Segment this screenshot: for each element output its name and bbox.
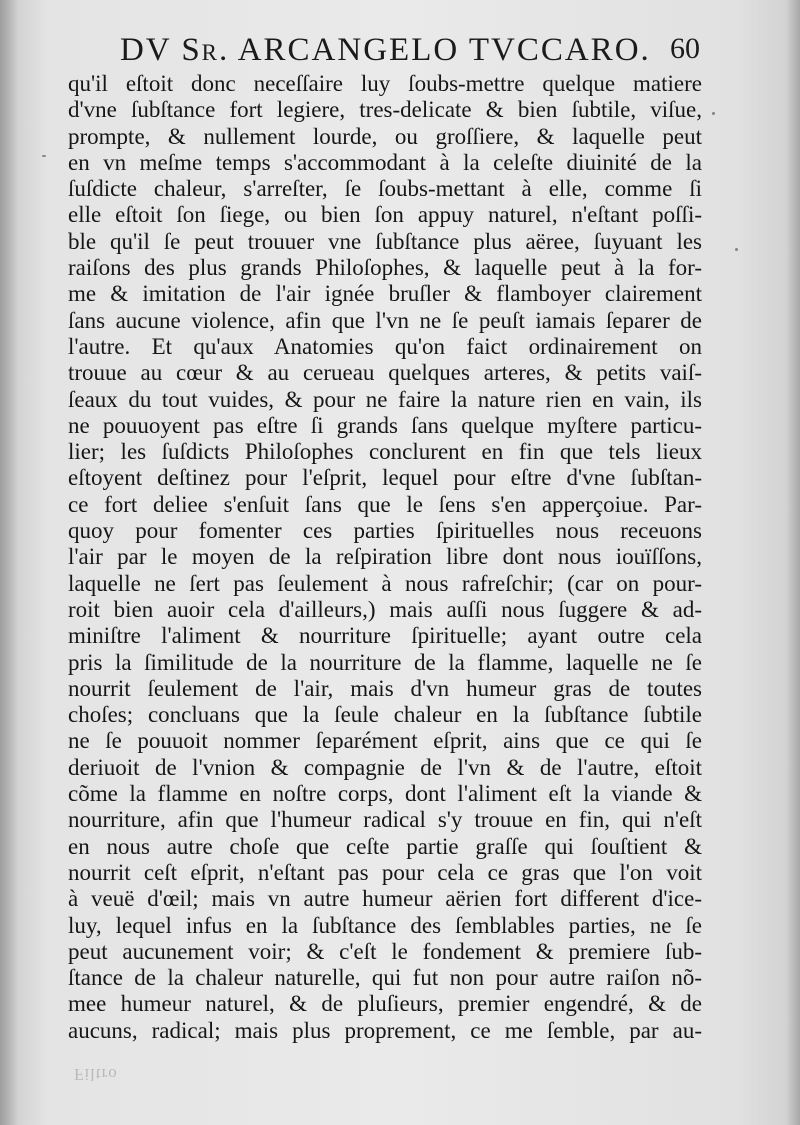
text-line: ne pouuoyent pas eſtre ſi grands ſans quelque myſtere particu- — [68, 412, 702, 438]
text-line: en vn meſme temps s'accommodant à la celeſte diuinité de la — [68, 149, 702, 175]
text-line: deriuoit de l'vnion & compagnie de l'vn & de l'autre, eſtoit — [68, 754, 702, 780]
text-line: cõme la flamme en noſtre corps, dont l'aliment eſt la viande & — [68, 781, 702, 807]
text-line: luy, lequel infus en la ſubſtance des ſemblables parties, ne ſe — [68, 912, 702, 938]
text-line: l'air par le moyen de la reſpiration libre dont nous iouïſſons, — [68, 544, 702, 570]
text-line: eſtoyent deſtinez pour l'eſprit, lequel pour eſtre d'vne ſubſtan- — [68, 465, 702, 491]
text-line: qu'il eſtoit donc neceſſaire luy ſoubs-mettre quelque matiere — [68, 71, 702, 96]
text-line: pris la ſimilitude de la nourriture de la flamme, laquelle ne ſe — [68, 649, 702, 675]
text-line: ſuſdicte chaleur, s'arreſter, ſe ſoubs-mettant à elle, comme ſi — [68, 176, 702, 202]
text-line: ce fort deliee s'enſuit ſans que le ſens s'en apperçoiue. Par- — [68, 491, 702, 517]
text-line: ne ſe pouuoit nommer ſeparément eſprit, ains que ce qui ſe — [68, 728, 702, 754]
page-number: 60 — [670, 32, 700, 65]
text-line: ſans aucune violence, afin que l'vn ne ſe peuſt iamais ſeparer de — [68, 307, 702, 333]
text-line: nourriture, afin que l'humeur radical s'y trouue en fin, qui n'eſt — [68, 807, 702, 833]
bleed-through-text: Filtro — [74, 1065, 118, 1084]
page-gutter-shadow — [0, 0, 18, 1125]
text-line: trouue au cœur & au cerueau quelques arteres, & petits vaiſ- — [68, 360, 702, 386]
text-line: ſeaux du tout vuides, & pour ne faire la nature rien en vain, ils — [68, 386, 702, 412]
text-line: d'vne ſubſtance fort legiere, tres-delicate & bien ſubtile, viſue, — [68, 97, 702, 123]
text-line: miniſtre l'aliment & nourriture ſpirituelle; ayant outre cela — [68, 623, 702, 649]
text-line: choſes; concluans que la ſeule chaleur en la ſubſtance ſubtile — [68, 702, 702, 728]
text-line: prompte, & nullement lourde, ou groſſiere, & laquelle peut — [68, 123, 702, 149]
running-head: DV Sr. ARCANGELO TVCCARO. — [120, 32, 651, 68]
text-line: ble qu'il ſe peut trouuer vne ſubſtance plus aëree, ſuyuant les — [68, 228, 702, 254]
page-edge-shadow — [786, 0, 800, 1125]
text-line: elle eſtoit ſon ſiege, ou bien ſon appuy naturel, n'eſtant poſſi- — [68, 202, 702, 228]
text-line: mee humeur naturel, & de pluſieurs, premier engendré, & de — [68, 991, 702, 1017]
text-line: raiſons des plus grands Philoſophes, & laquelle peut à la for- — [68, 255, 702, 281]
text-line: roit bien auoir cela d'ailleurs,) mais auſſi nous ſuggere & ad- — [68, 596, 702, 622]
ink-speck — [42, 155, 46, 157]
text-line: lier; les ſuſdicts Philoſophes conclurent en fin que tels lieux — [68, 439, 702, 465]
text-line: me & imitation de l'air ignée bruſler & flamboyer clairement — [68, 281, 702, 307]
text-line: à veuë d'œil; mais vn autre humeur aërien fort different d'ice- — [68, 886, 702, 912]
text-line: quoy pour fomenter ces parties ſpirituelles nous receuons — [68, 518, 702, 544]
body-text — [68, 71, 702, 1044]
text-line: en nous autre choſe que ceſte partie graſſe qui ſouſtient & — [68, 833, 702, 859]
text-line: nourrit ceſt eſprit, n'eſtant pas pour cela ce gras que l'on voit — [68, 859, 702, 885]
ink-speck — [712, 112, 715, 115]
text-line: nourrit ſeulement de l'air, mais d'vn humeur gras de toutes — [68, 675, 702, 701]
text-line: aucuns, radical; mais plus proprement, ce me ſemble, par au- — [68, 1017, 702, 1043]
text-line: ſtance de la chaleur naturelle, qui fut non pour autre raiſon nõ- — [68, 965, 702, 991]
text-line: laquelle ne ſert pas ſeulement à nous rafreſchir; (car on pour- — [68, 570, 702, 596]
text-line: peut aucunement voir; & c'eſt le fondement & premiere ſub- — [68, 938, 702, 964]
ink-speck — [735, 248, 738, 251]
text-line: l'autre. Et qu'aux Anatomies qu'on faict ordinairement on — [68, 333, 702, 359]
page-header — [120, 32, 700, 72]
